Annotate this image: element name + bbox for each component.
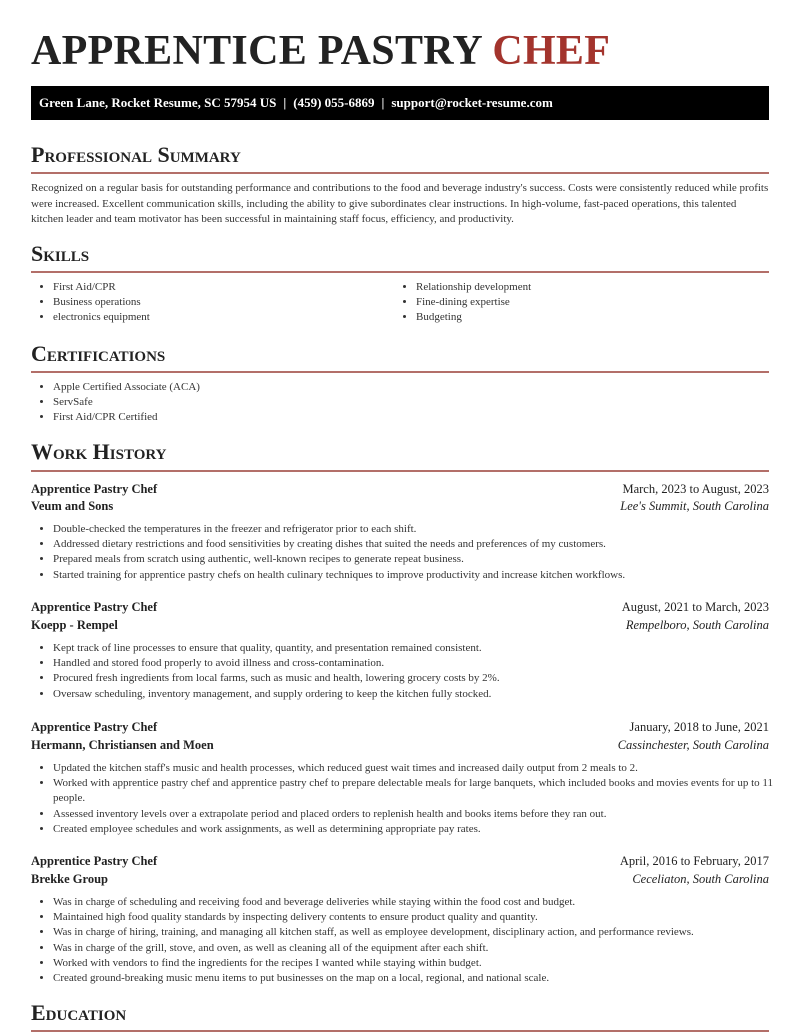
job-location: Cassinchester, South Carolina: [617, 738, 769, 752]
job-bullet: • Maintained high food quality standards by inspecting delivery contents to ensure product quality and quantity.: [53, 910, 791, 925]
job-bullet: • Was in charge of the grill, stove, and oven, as well as cleaning all of the equipment after each shift.: [53, 941, 791, 956]
job-dates: March, 2023 to August, 2023: [622, 482, 769, 496]
job-bullet: • Was in charge of hiring, training, and managing all kitchen staff, as well as employee development, disciplinary action, and performance reviews.: [53, 925, 791, 940]
summary-heading: Professional Summary: [31, 142, 241, 167]
job-company: Koepp - Rempel: [31, 618, 118, 632]
job-bullet: • Kept track of line processes to ensure that quality, quantity, and presentation remained consistent.: [53, 641, 791, 656]
job-bullet: • Addressed dietary restrictions and food sensitivities by creating dishes that suited the needs and preferences of my customers.: [53, 537, 791, 552]
skill-item: • Business operations: [53, 295, 393, 310]
education-heading: Education: [31, 1000, 127, 1025]
skills-list-right: [394, 280, 786, 326]
job-bullet: • Worked with vendors to find the ingredients for the recipes I wanted while staying within budget.: [53, 956, 791, 971]
job-title: Apprentice Pastry Chef: [31, 482, 158, 496]
job-bullet: • Worked with apprentice pastry chef and apprentice pastry chef to prepare delectable meals for large banquets, which included books and movies events for up to 11 people.: [53, 776, 791, 806]
certifications-list: [31, 380, 791, 426]
job-company: Brekke Group: [31, 872, 108, 886]
job-location: Lee's Summit, South Carolina: [620, 499, 769, 513]
skills-divider: [31, 271, 769, 273]
job-title: Apprentice Pastry Chef: [31, 854, 158, 868]
skill-item: • First Aid/CPR: [53, 280, 393, 295]
contact-separator: |: [381, 95, 385, 110]
job-bullet: • Handled and stored food properly to avoid illness and cross-contamination.: [53, 656, 791, 671]
job-bullet: • Assessed inventory levels over a extrapolate period and placed orders to replenish health and books items before they ran out.: [53, 807, 791, 822]
job-bullet: • Created employee schedules and work assignments, as well as determining appropriate pay rates.: [53, 822, 791, 837]
job-bullet: • Double-checked the temperatures in the freezer and refrigerator prior to each shift.: [53, 522, 791, 537]
job-dates: January, 2018 to June, 2021: [629, 720, 769, 734]
skill-item: • electronics equipment: [53, 310, 393, 325]
skills-heading: Skills: [31, 241, 90, 266]
job-dates: April, 2016 to February, 2017: [619, 854, 769, 868]
job-bullets: [31, 641, 791, 702]
job-bullets: [31, 895, 791, 986]
skill-item: • Fine-dining expertise: [416, 295, 786, 310]
work-history-divider: [31, 470, 769, 472]
job-title: Apprentice Pastry Chef: [31, 600, 158, 614]
contact-phone: (459) 055-6869: [293, 95, 375, 110]
job-bullets: [31, 761, 791, 837]
certifications-heading: Certifications: [31, 341, 166, 366]
certification-item: • ServSafe: [53, 395, 791, 410]
job-bullet: • Updated the kitchen staff's music and health processes, which reduced guest wait times and increased daily output from 2 meals to 2.: [53, 761, 791, 776]
contact-separator: |: [283, 95, 287, 110]
contact-email: support@rocket-resume.com: [391, 95, 553, 110]
job-bullet: • Prepared meals from scratch using authentic, well-known recipes to generate repeat business.: [53, 552, 791, 567]
contact-address: Green Lane, Rocket Resume, SC 57954 US: [39, 95, 277, 110]
certifications-divider: [31, 371, 769, 373]
title-accent: CHEF: [492, 28, 611, 74]
resume-title: [31, 26, 610, 76]
job-bullet: • Oversaw scheduling, inventory management, and supply ordering to keep the kitchen fully stocked.: [53, 687, 791, 702]
job-company: Hermann, Christiansen and Moen: [31, 738, 214, 752]
education-divider: [31, 1030, 769, 1032]
job-bullet: • Created ground-breaking music menu items to put businesses on the map on a local, regional, and national scale.: [53, 971, 791, 986]
job-bullet: • Was in charge of scheduling and receiving food and beverage deliveries while staying within the food cost and budget.: [53, 895, 791, 910]
skill-item: • Budgeting: [416, 310, 786, 325]
job-location: Rempelboro, South Carolina: [625, 618, 769, 632]
work-history-heading: Work History: [31, 439, 167, 464]
certification-item: • First Aid/CPR Certified: [53, 410, 791, 425]
contact-bar: [31, 86, 769, 120]
job-bullets: [31, 522, 791, 583]
job-bullet: • Procured fresh ingredients from local farms, such as music and health, lowering grocery costs by 2%.: [53, 671, 791, 686]
summary-text: Recognized on a regular basis for outstanding performance and contributions to the food and beverage industry's success. Costs were consistently reduced while profits were increased. Excellent communication skills, including the ability to give subordinates clear instructions. In high-volume, fast-paced operations, this talented kitchen leader and team motivator has been successful in maintaining staff focus, efficiency, and productivity.: [31, 182, 769, 225]
summary-divider: [31, 172, 769, 174]
job-company: Veum and Sons: [31, 499, 114, 513]
certification-item: • Apple Certified Associate (ACA): [53, 380, 791, 395]
job-bullet: • Started training for apprentice pastry chefs on health culinary techniques to improve productivity and increase kitchen workflows.: [53, 568, 791, 583]
job-title: Apprentice Pastry Chef: [31, 720, 158, 734]
job-location: Ceceliaton, South Carolina: [632, 872, 769, 886]
skills-list-left: [31, 280, 393, 326]
job-dates: August, 2021 to March, 2023: [621, 600, 769, 614]
skill-item: • Relationship development: [416, 280, 786, 295]
title-main: APPRENTICE PASTRY: [31, 28, 482, 74]
